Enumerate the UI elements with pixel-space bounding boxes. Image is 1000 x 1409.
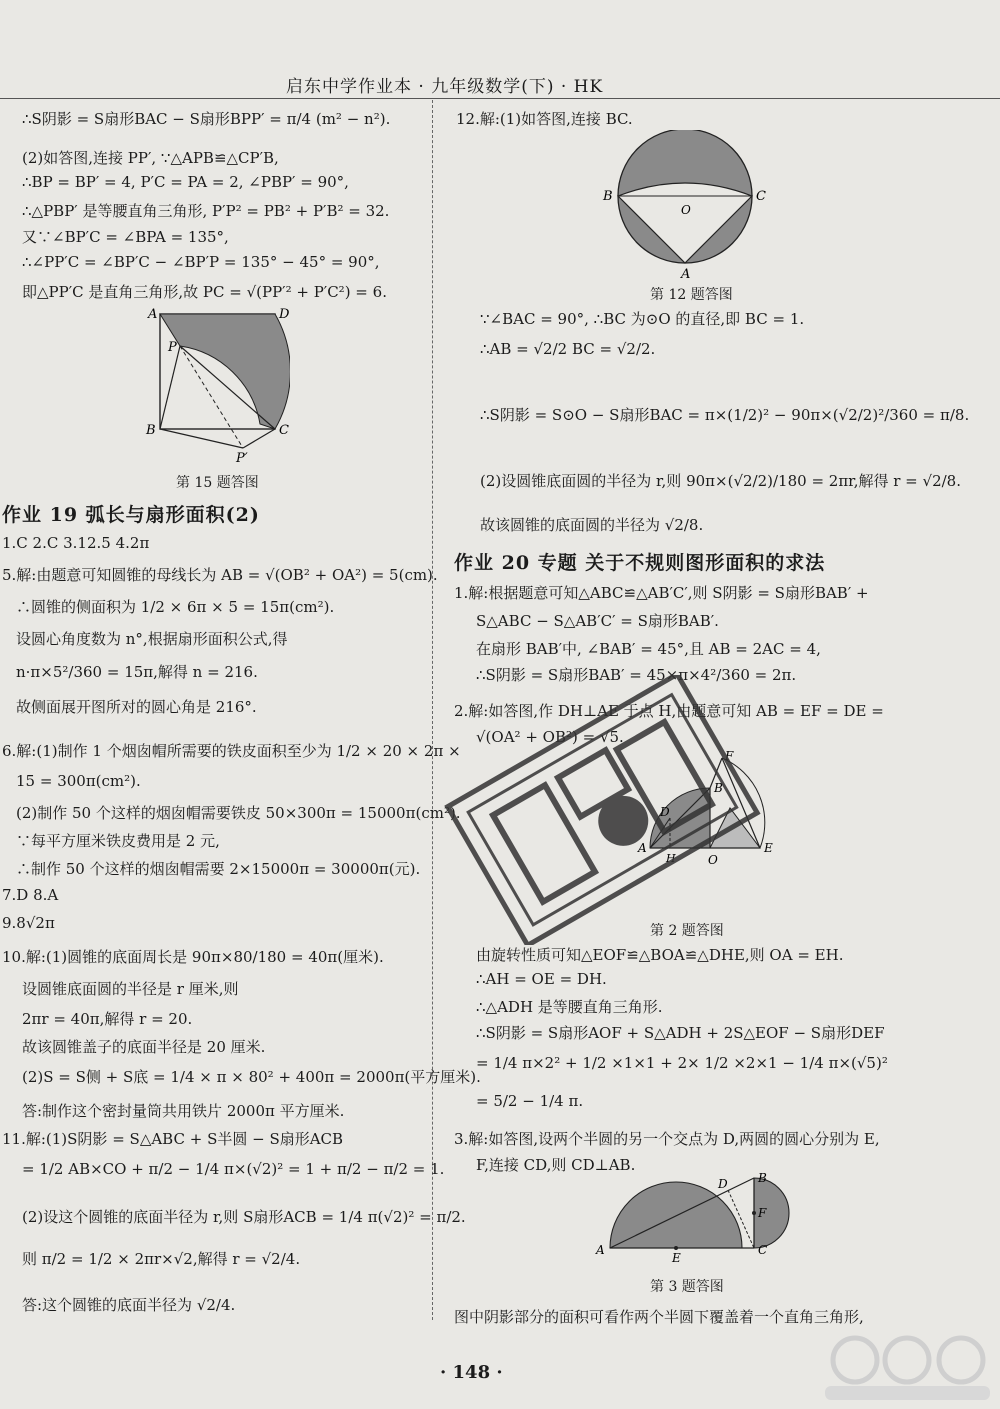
text-line: ∴BP = BP′ = 4, P′C = PA = 2, ∠PBP′ = 90°, bbox=[22, 173, 349, 191]
text-line: F,连接 CD,则 CD⊥AB. bbox=[476, 1156, 636, 1174]
text-line: ∴S阴影 = S⊙O − S扇形BAC = π×(1/2)² − 90π×(√2/2)²/360 = π/8. bbox=[480, 406, 970, 424]
figure-caption: 第 2 题答图 bbox=[650, 923, 724, 939]
text-line: n·π×5²/360 = 15π,解得 n = 216. bbox=[16, 663, 258, 681]
text-line: 故该圆锥的底面圆的半径为 √2/8. bbox=[480, 516, 704, 534]
label-b: B bbox=[714, 781, 723, 795]
text-line: 10.解:(1)圆锥的底面周长是 90π×80/180 = 40π(厘米). bbox=[2, 948, 384, 966]
text-line: (2)如答图,连接 PP′, ∵△APB≌△CP′B, bbox=[22, 149, 279, 167]
label-c: C bbox=[756, 189, 766, 204]
text-line: (2)设圆锥底面圆的半径为 r,则 90π×(√2/2)/180 = 2πr,解得 r = √2/8. bbox=[480, 472, 961, 490]
text-line: ∵∠BAC = 90°, ∴BC 为⊙O 的直径,即 BC = 1. bbox=[480, 310, 805, 328]
text-line: 由旋转性质可知△EOF≌△BOA≌△DHE,则 OA = EH. bbox=[476, 946, 844, 964]
label-b: B bbox=[758, 1172, 767, 1185]
section-heading-19: 作业 19 弧长与扇形面积(2) bbox=[2, 504, 260, 526]
label-f: F bbox=[725, 749, 734, 763]
text-line: 图中阴影部分的面积可看作两个半圆下覆盖着一个直角三角形, bbox=[454, 1308, 864, 1326]
text-line: 1.解:根据题意可知△ABC≌△AB′C′,则 S阴影 = S扇形BAB′ + bbox=[454, 584, 869, 602]
text-line: ∴△ADH 是等腰直角三角形. bbox=[476, 998, 663, 1016]
section-heading-20: 作业 20 专题 关于不规则图形面积的求法 bbox=[454, 552, 826, 574]
text-line: 则 π/2 = 1/2 × 2πr×√2,解得 r = √2/4. bbox=[22, 1250, 301, 1268]
label-d: D bbox=[718, 1177, 728, 1191]
text-line: ∴AB = √2/2 BC = √2/2. bbox=[480, 340, 656, 358]
text-line: 答:这个圆锥的底面半径为 √2/4. bbox=[22, 1296, 236, 1314]
label-e: E bbox=[764, 841, 773, 855]
label-e: E bbox=[672, 1251, 681, 1262]
text-line: 6.解:(1)制作 1 个烟囱帽所需要的铁皮面积至少为 1/2 × 20 × 2π × bbox=[2, 742, 461, 760]
text-line: 9.8√2π bbox=[2, 914, 55, 932]
answer-site-watermark-icon bbox=[815, 1330, 995, 1405]
text-line: ∴S阴影 = S扇形BAC − S扇形BPP′ = π/4 (m² − n²). bbox=[22, 110, 391, 128]
text-line: = 1/2 AB×CO + π/2 − 1/4 π×(√2)² = 1 + π/2 − π/2 = 1. bbox=[22, 1160, 445, 1178]
label-a: A bbox=[148, 307, 158, 322]
text-line: (2)设这个圆锥的底面半径为 r,则 S扇形ACB = 1/4 π(√2)² = π/2. bbox=[22, 1208, 466, 1226]
text-line: ∴∠PP′C = ∠BP′C − ∠BP′P = 135° − 45° = 90°, bbox=[22, 253, 380, 271]
text-line: 1.C 2.C 3.12.5 4.2π bbox=[2, 534, 150, 552]
page-number: · 148 · bbox=[440, 1362, 503, 1383]
text-line: (2)S = S侧 + S底 = 1/4 × π × 80² + 400π = 2000π(平方厘米). bbox=[22, 1068, 481, 1086]
label-p: P bbox=[168, 340, 177, 355]
figure-12 bbox=[595, 130, 775, 280]
label-b: B bbox=[603, 189, 613, 204]
text-line: 设圆锥底面圆的半径是 r 厘米,则 bbox=[22, 980, 239, 998]
text-line: S△ABC − S△AB′C′ = S扇形BAB′. bbox=[476, 612, 719, 630]
text-line: = 1/4 π×2² + 1/2 ×1×1 + 2× 1/2 ×2×1 − 1/4 π×(√5)² bbox=[476, 1054, 888, 1072]
text-line: ∵每平方厘米铁皮费用是 2 元, bbox=[16, 832, 220, 850]
figure-3 bbox=[590, 1172, 790, 1262]
text-line: 7.D 8.A bbox=[2, 886, 59, 904]
label-b: B bbox=[146, 423, 156, 438]
text-line: 3.解:如答图,设两个半圆的另一个交点为 D,两圆的圆心分别为 E, bbox=[454, 1130, 880, 1148]
text-line: 故侧面展开图所对的圆心角是 216°. bbox=[16, 698, 257, 716]
stamp-watermark-icon bbox=[430, 675, 775, 945]
text-line: 15 = 300π(cm²). bbox=[16, 772, 141, 790]
label-f: F bbox=[758, 1206, 767, 1220]
label-a: A bbox=[638, 841, 647, 855]
label-a: A bbox=[596, 1243, 605, 1257]
page-header bbox=[0, 62, 1000, 96]
text-line: 答:制作这个密封量筒共用铁片 2000π 平方厘米. bbox=[22, 1102, 345, 1120]
text-line: 12.解:(1)如答图,连接 BC. bbox=[456, 110, 633, 128]
text-line: 2πr = 40π,解得 r = 20. bbox=[22, 1010, 193, 1028]
label-pp: P′ bbox=[236, 451, 248, 466]
label-h: H bbox=[666, 852, 676, 865]
text-line: ∴△PBP′ 是等腰直角三角形, P′P² = PB² + P′B² = 32. bbox=[22, 202, 390, 220]
text-line: ∴AH = OE = DH. bbox=[476, 970, 607, 988]
figure-caption: 第 3 题答图 bbox=[650, 1279, 724, 1295]
header-rule bbox=[0, 98, 1000, 99]
figure-caption: 第 12 题答图 bbox=[650, 287, 733, 303]
text-line: √(OA² + OB²) = √5. bbox=[476, 728, 624, 746]
text-line: 设圆心角度数为 n°,根据扇形面积公式,得 bbox=[16, 630, 288, 648]
text-line: 即△PP′C 是直角三角形,故 PC = √(PP′² + P′C²) = 6. bbox=[22, 283, 387, 301]
text-line: 2.解:如答图,作 DH⊥AE 于点 H,由题意可知 AB = EF = DE = bbox=[454, 702, 884, 720]
label-c: C bbox=[279, 423, 289, 438]
label-d: D bbox=[660, 805, 670, 819]
text-line: ∴制作 50 个这样的烟囱帽需要 2×15000π = 30000π(元). bbox=[16, 860, 421, 878]
figure-caption: 第 15 题答图 bbox=[176, 475, 259, 491]
text-line: = 5/2 − 1/4 π. bbox=[476, 1092, 584, 1110]
label-o: O bbox=[681, 203, 691, 217]
text-line: ∴圆锥的侧面积为 1/2 × 6π × 5 = 15π(cm²). bbox=[16, 598, 335, 616]
text-line: 11.解:(1)S阴影 = S△ABC + S半圆 − S扇形ACB bbox=[2, 1130, 344, 1148]
label-c: C bbox=[758, 1243, 768, 1257]
label-o: O bbox=[708, 853, 718, 867]
text-line: ∴S阴影 = S扇形AOF + S△ADH + 2S△EOF − S扇形DEF bbox=[476, 1024, 885, 1042]
text-line: 5.解:由题意可知圆锥的母线长为 AB = √(OB² + OA²) = 5(cm). bbox=[2, 566, 438, 584]
figure-15 bbox=[140, 306, 290, 466]
page-header-title: 启东中学作业本 · 九年级数学(下) · HK bbox=[286, 77, 604, 97]
text-line: 在扇形 BAB′中, ∠BAB′ = 45°,且 AB = 2AC = 4, bbox=[476, 640, 821, 658]
label-a: A bbox=[681, 267, 691, 280]
text-line: 故该圆锥盖子的底面半径是 20 厘米. bbox=[22, 1038, 266, 1056]
text-line: 又∵∠BP′C = ∠BPA = 135°, bbox=[22, 228, 229, 246]
text-line: ∴S阴影 = S扇形BAB′ = 45×π×4²/360 = 2π. bbox=[476, 666, 797, 684]
text-line: (2)制作 50 个这样的烟囱帽需要铁皮 50×300π = 15000π(cm²). bbox=[16, 804, 461, 822]
label-d: D bbox=[279, 307, 290, 322]
